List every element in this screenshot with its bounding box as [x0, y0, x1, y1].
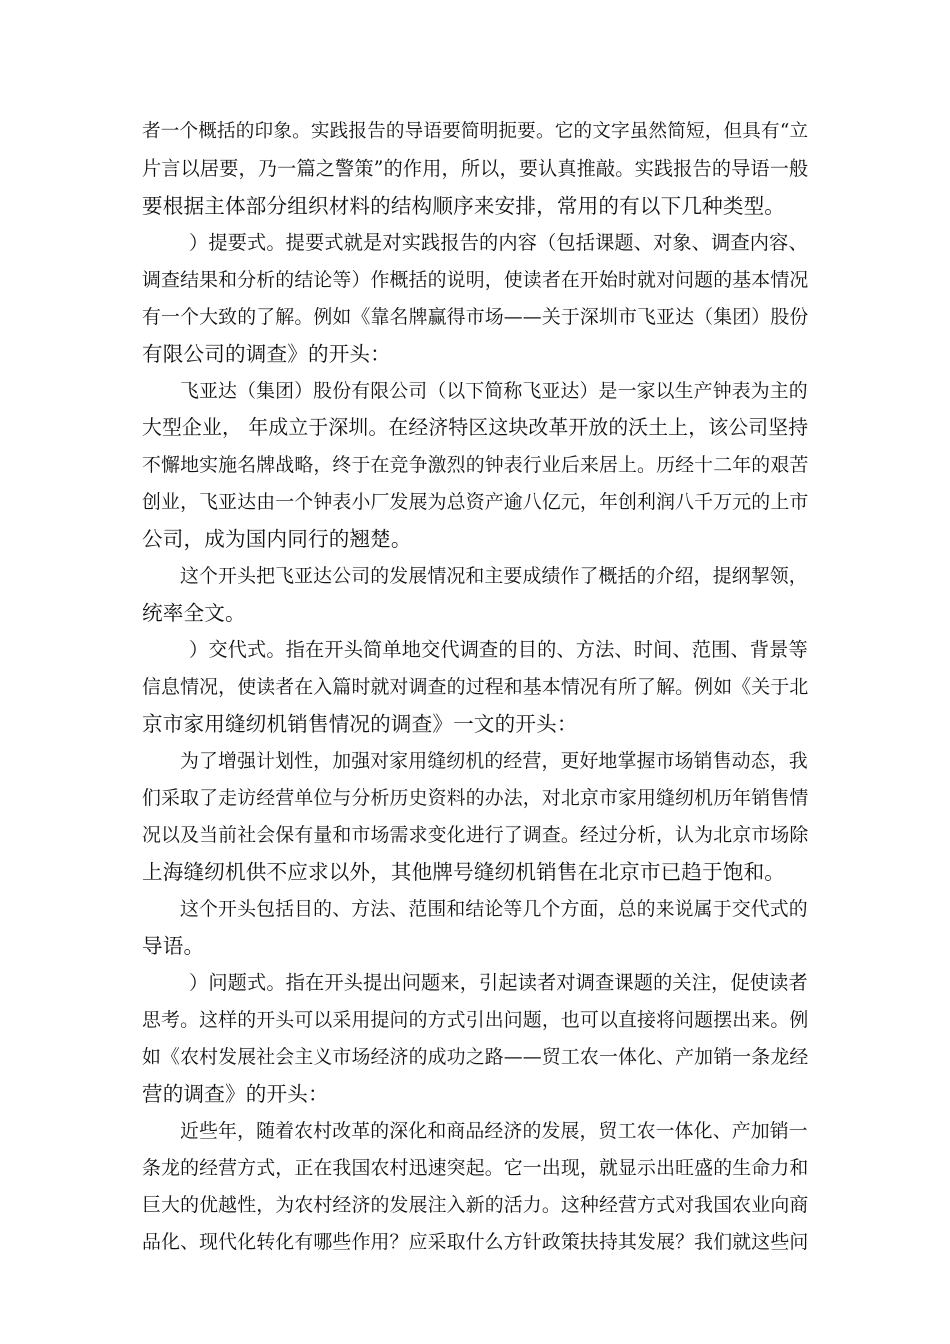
text-line: 如《农村发展社会主义市场经济的成功之路——贸工农一体化、产加销一条龙经 — [142, 1046, 809, 1068]
text-line: 公司，成为国内同行的翘楚。 — [142, 527, 412, 551]
text-line: 飞亚达（集团）股份有限公司（以下简称飞亚达）是一家以生产钟表为主的 — [180, 380, 808, 402]
text-line: 大型企业， 年成立于深圳。在经济特区这块改革开放的沃土上，该公司坚持 — [142, 416, 809, 439]
text-line: ）问题式。指在开头提出问题来，引起读者对调查课题的关注，促使读者 — [189, 971, 808, 994]
text-line: 们采取了走访经营单位与分析历史资料的办法，对北京市家用缝纫机历年销售情 — [142, 787, 809, 809]
text-line: 要根据主体部分组织材料的结构顺序来安排，常用的有以下几种类型。 — [142, 194, 786, 218]
text-line: 况以及当前社会保有量和市场需求变化进行了调查。经过分析，认为北京市场除 — [142, 824, 809, 846]
text-line: 近些年，随着农村改革的深化和商品经济的发展，贸工农一体化、产加销一 — [180, 1120, 808, 1142]
text-line: 营的调查》的开头： — [142, 1082, 329, 1106]
text-line: 创业，飞亚达由一个钟表小厂发展为总资产逾八亿元，年创利润八千万元的上市 — [142, 491, 809, 513]
text-line: 信息情况，使读者在入篇时就对调查的过程和基本情况有所了解。例如《关于北 — [142, 676, 809, 698]
text-line: 思考。这样的开头可以采用提问的方式引出问题，也可以直接将问题摆出来。例 — [142, 1009, 809, 1031]
text-line: 者一个概括的印象。实践报告的导语要简明扼要。它的文字虽然简短，但具有“立 — [142, 121, 809, 142]
text-line: ）交代式。指在开头简单地交代调查的目的、方法、时间、范围、背景等 — [189, 638, 808, 661]
text-line: 品化、现代化转化有哪些作用？应采取什么方针政策扶持其发展？我们就这些问 — [142, 1231, 809, 1253]
text-line: 片言以居要，乃一篇之警策”的作用，所以，要认真推敲。实践报告的导语一般 — [142, 157, 809, 180]
text-line: 为了增强计划性，加强对家用缝纫机的经营，更好地掌握市场销售动态，我 — [180, 750, 808, 772]
text-line: 京市家用缝纫机销售情况的调查》一文的开头： — [142, 712, 578, 736]
text-line: 有限公司的调查》的开头： — [142, 342, 391, 366]
text-line: 这个开头把飞亚达公司的发展情况和主要成绩作了概括的介绍，提纲挈领， — [180, 565, 808, 587]
text-line: 有一个大致的了解。例如《靠名牌赢得市场——关于深圳市飞亚达（集团）股份 — [142, 306, 809, 328]
text-line: 条龙的经营方式，正在我国农村迅速突起。它一出现，就显示出旺盛的生命力和 — [142, 1157, 809, 1179]
text-line: ）提要式。提要式就是对实践报告的内容（包括课题、对象、调查内容、 — [189, 231, 808, 254]
text-line: 上海缝纫机供不应求以外，其他牌号缝纫机销售在北京市已趋于饱和。 — [142, 860, 786, 884]
text-line: 导语。 — [142, 934, 205, 958]
text-line: 不懈地实施名牌战略，终于在竞争激烈的钟表行业后来居上。历经十二年的艰苦 — [142, 454, 809, 476]
text-line: 统率全文。 — [142, 601, 246, 625]
text-line: 这个开头包括目的、方法、范围和结论等几个方面，总的来说属于交代式的 — [180, 898, 808, 920]
text-line: 调查结果和分析的结论等）作概括的说明，使读者在开始时就对问题的基本情况 — [142, 269, 809, 291]
text-line: 巨大的优越性，为农村经济的发展注入新的活力。这种经营方式对我国农业向商 — [142, 1194, 809, 1216]
